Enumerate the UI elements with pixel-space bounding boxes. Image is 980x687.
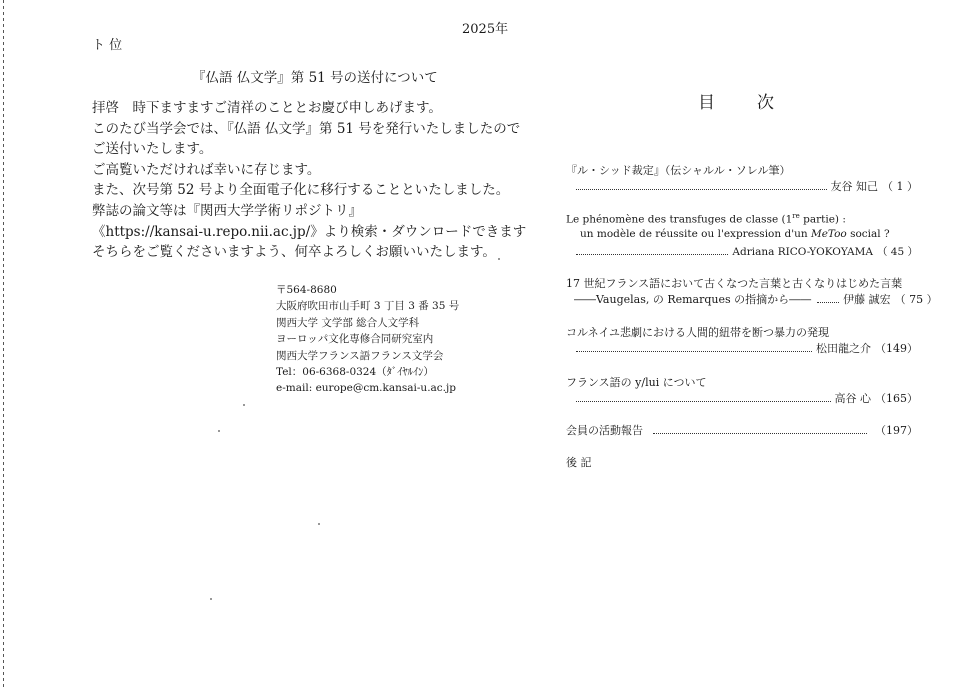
letter-body-line: ご送付いたします。 <box>92 141 213 158</box>
address-line: 関西大学 文学部 総合人文学科 <box>276 316 420 329</box>
letter-body-line: そちらをご覧くださいますよう、何卒よろしくお願いいたします。 <box>92 244 496 261</box>
letter-body-line: ご高覧いただければ幸いに存じます。 <box>92 161 321 178</box>
address-line: e-mail: europe@cm.kansai-u.ac.jp <box>276 382 456 395</box>
toc-entry-author: 伊藤 誠宏 <box>843 293 891 306</box>
letter-year: 2025年 <box>462 22 509 37</box>
toc-entry-subtitle: ――Vaugelas, の Remarques の指摘から―― <box>574 293 812 306</box>
toc-entry-page: （ 45 ） <box>876 246 918 258</box>
leader-dots <box>653 433 867 434</box>
letter-body-line: また、次号第 52 号より全面電子化に移行することといたしました。 <box>92 182 510 199</box>
letter-body-line: 《https://kansai-u.repo.nii.ac.jp/》より検索・ダウンロードできます <box>92 223 527 240</box>
toc-entry <box>566 275 938 307</box>
letter-body <box>92 98 526 263</box>
toc-heading-char: 次 <box>757 93 774 113</box>
toc-entry <box>566 212 918 260</box>
toc-entry-title-line2: un modèle de réussite ou l'expression d'un MeToo social ? <box>580 228 890 240</box>
address-line: 大阪府吹田市山手町 3 丁目 3 番 35 号 <box>276 300 460 313</box>
toc-entry-title: 『ル・シッド裁定』（伝シャルル・ソレル筆） <box>566 164 791 177</box>
scan-edge-mark <box>3 0 4 687</box>
toc-entry-author: 松田龍之介 <box>816 342 871 355</box>
leader-dots <box>576 401 831 402</box>
toc-entry-title: 会員の活動報告 <box>566 424 643 437</box>
toc-entry <box>566 454 918 470</box>
letter-body-line: このたび当学会では、『仏語 仏文学』第 51 号を発行いたしましたので <box>92 120 521 137</box>
toc-entry-title: 後 記 <box>566 456 592 469</box>
toc-entry <box>566 374 918 406</box>
address-line: 関西大学フランス語フランス文学会 <box>276 349 444 362</box>
leader-dots <box>576 351 812 352</box>
toc-entry-title: コルネイユ悲劇における人間的紐帯を断つ暴力の発現 <box>566 326 830 339</box>
address-line: ヨーロッパ文化専修合同研究室内 <box>276 333 434 346</box>
letter-body-line: 弊誌の論文等は『関西大学学術リポジトリ』 <box>92 202 362 219</box>
scan-speck <box>318 523 320 525</box>
toc-entry-author: 高谷 心 <box>834 392 871 405</box>
address-line: Tel：06-6368-0324（ﾀﾞｲﾔﾙｲﾝ） <box>276 366 434 379</box>
letter-body-line: 拝啓 時下ますますご清祥のこととお慶び申しあげます。 <box>92 100 442 116</box>
leader-dots <box>817 302 839 303</box>
toc-entry-page: （ 75 ） <box>894 293 938 306</box>
toc-entry-title: 17 世紀フランス語において古くなつた言葉と古くなりはじめた言葉 <box>566 277 903 290</box>
scan-speck <box>210 598 212 600</box>
toc-entry-author: Adriana RICO-YOKOYAMA <box>732 246 873 258</box>
toc-entry-title: Le phénomène des transfuges de classe (1re partie) : <box>566 212 846 226</box>
toc-entry-author: 友谷 知己 <box>830 180 878 193</box>
scan-speck <box>243 404 245 406</box>
scan-speck <box>498 258 500 260</box>
toc-entry <box>566 324 918 356</box>
toc-entry-page: （197） <box>875 424 918 437</box>
address-line: 〒564-8680 <box>276 284 337 296</box>
toc-entry-page: （149） <box>875 342 918 355</box>
letter-addressee: ト 位 <box>92 38 123 53</box>
toc-entry-page: （165） <box>875 392 918 405</box>
toc-heading <box>698 88 774 113</box>
toc-entry-title: フランス語の y/lui について <box>566 376 707 389</box>
sender-address <box>276 282 459 397</box>
leader-dots <box>576 254 728 255</box>
scan-speck <box>218 430 220 432</box>
toc-entry <box>566 422 918 438</box>
toc-entry <box>566 162 918 194</box>
letter-subject: 『仏語 仏文学』第 51 号の送付について <box>192 70 438 86</box>
toc-heading-char: 目 <box>698 93 715 113</box>
leader-dots <box>576 189 827 190</box>
toc-entry-page: （ 1 ） <box>882 180 918 193</box>
